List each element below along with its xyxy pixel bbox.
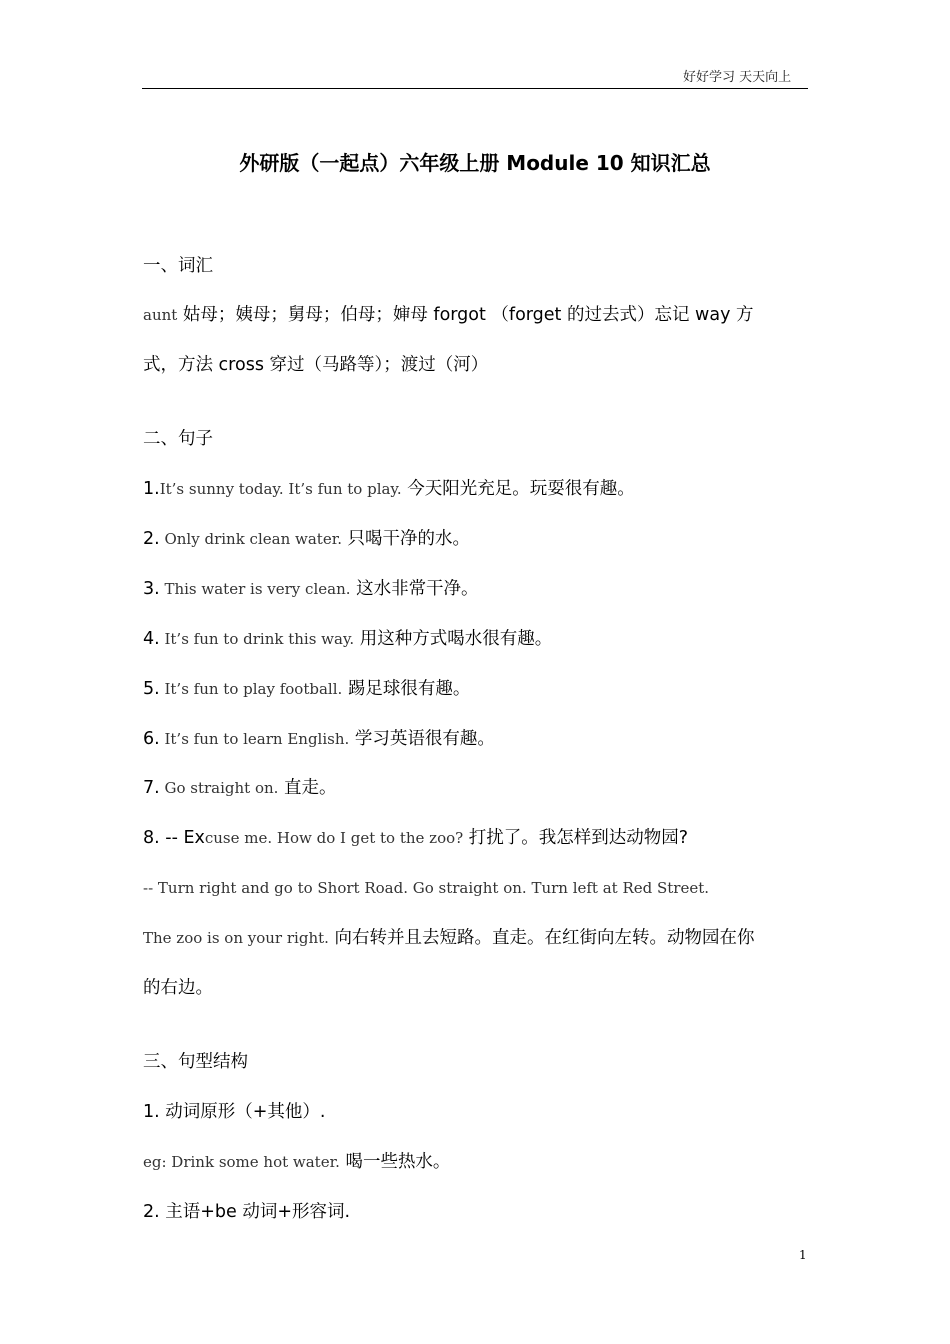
vocab-line-1-text: 姑母；姨母；舅母；伯母；婶母 forgot （forget 的过去式）忘记 way 方 [177, 305, 754, 325]
sentence-en: Go straight on. [159, 779, 279, 797]
sentence-en: Only drink clean water. [159, 530, 342, 548]
sentence-cn: 这水非常干净。 [350, 579, 479, 599]
sentence-item-1 [143, 477, 635, 501]
example-cn: 喝一些热水。 [339, 1152, 451, 1172]
section-heading-vocabulary: 一、词汇 [143, 256, 213, 276]
sentence-cn: 向右转并且去短路。直走。在红街向左转。动物园在你 [328, 928, 755, 948]
sentence-item-8-answer-2 [143, 926, 754, 950]
sentence-item-6 [143, 727, 495, 751]
sentence-num: 3. [143, 579, 160, 599]
sentence-num: 2. [143, 529, 160, 549]
header-rule [142, 88, 808, 89]
sentence-en: It’s fun to play football. [159, 680, 343, 698]
sentence-num: 8. [143, 828, 160, 848]
sentence-item-7 [143, 776, 337, 800]
vocab-line-1 [143, 303, 754, 327]
section-heading-sentences: 二、句子 [143, 429, 213, 449]
page-number: 1 [799, 1248, 807, 1262]
sentence-num: 6. [143, 729, 160, 749]
sentence-item-8-answer-3: 的右边。 [143, 978, 213, 998]
page-header: 好好学习 天天向上 [683, 70, 792, 85]
sentence-item-3 [143, 577, 479, 601]
sentence-item-2 [143, 527, 470, 551]
sentence-cn: 直走。 [278, 778, 337, 798]
sentence-item-8 [143, 826, 688, 850]
sentence-item-4 [143, 627, 552, 651]
sentence-cn: 打扰了。我怎样到达动物园? [463, 828, 689, 848]
structure-item-2: 2. 主语+be 动词+形容词. [143, 1202, 351, 1222]
sentence-en: -- Turn right and go to Short Road. Go straight on. Turn left at Red Street. [143, 879, 710, 897]
sentence-cn: 用这种方式喝水很有趣。 [354, 629, 553, 649]
structure-example [143, 1150, 450, 1174]
example-en: eg: Drink some hot water. [143, 1153, 340, 1171]
sentence-prefix: -- Ex [159, 828, 205, 848]
sentence-en: cuse me. How do I get to the zoo? [204, 829, 464, 847]
sentence-en: This water is very clean. [159, 580, 351, 598]
sentence-item-5 [143, 677, 470, 701]
sentence-num: 4. [143, 629, 160, 649]
vocab-line-2: 式，方法 cross 穿过（马路等）；渡过（河） [143, 355, 489, 375]
sentence-cn: 学习英语很有趣。 [349, 729, 495, 749]
sentence-cn: 只喝干净的水。 [341, 529, 471, 549]
sentence-num: 7. [143, 778, 160, 798]
sentence-en: It’s sunny today. It’s fun to play. [159, 480, 402, 498]
sentence-en: It’s fun to learn English. [159, 730, 350, 748]
sentence-item-8-answer-1 [143, 876, 709, 900]
sentence-en: It’s fun to drink this way. [159, 630, 355, 648]
document-title: 外研版（一起点）六年级上册 Module 10 知识汇总 [239, 151, 711, 175]
sentence-cn: 今天阳光充足。玩耍很有趣。 [401, 479, 635, 499]
structure-item-1: 1. 动词原形（+其他）. [143, 1102, 326, 1122]
section-heading-structures: 三、句型结构 [143, 1052, 248, 1072]
vocab-word-aunt: aunt [143, 306, 178, 324]
sentence-num: 5. [143, 679, 160, 699]
sentence-num: 1. [143, 479, 160, 499]
sentence-cn: 踢足球很有趣。 [342, 679, 471, 699]
sentence-en: The zoo is on your right. [143, 929, 329, 947]
